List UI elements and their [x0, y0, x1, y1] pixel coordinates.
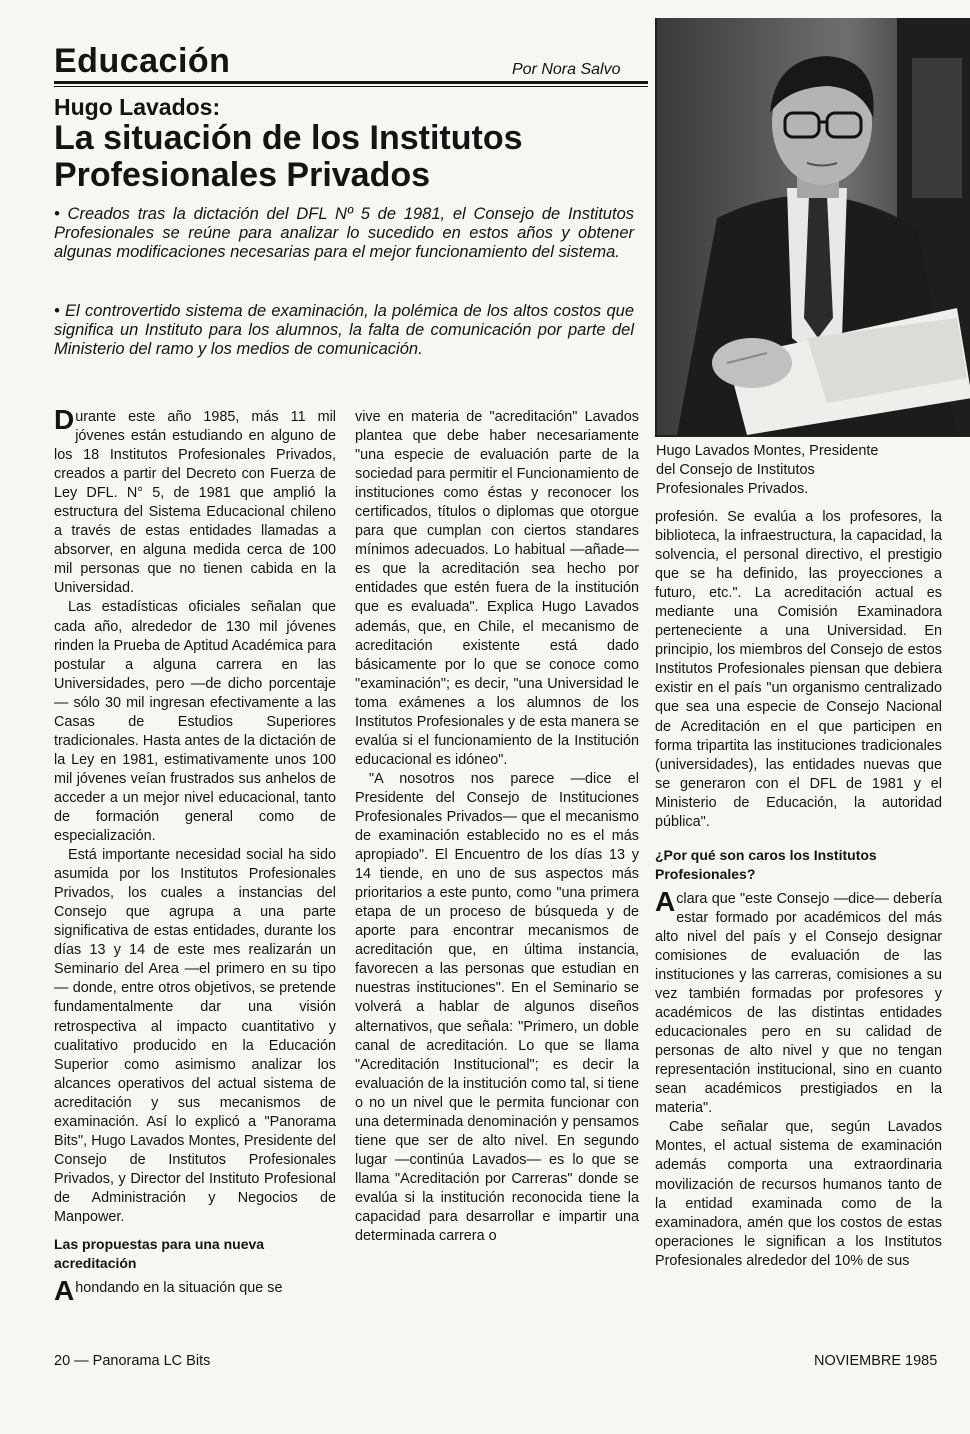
portrait-photo: [655, 18, 970, 437]
paragraph: Las estadísticas oficiales señalan que cada año, alrededor de 130 mil jóvenes rinden la Prueba de Aptitud Académica para postular a alguna carrera en las Universidades, pero —de dicho porcentaje— sólo 30 mil ingresan efectivamente a las Casas de Estudios Superiores tradicionales. Hasta antes de la dictación de la Ley en 1981, estimativamente unos 100 mil jóvenes veían frustrados sus anhelos de acceder a un mejor nivel educacional, tanto de formación general como de especialización.: [54, 599, 336, 845]
header-rule-thin: [54, 86, 648, 87]
drop-cap: A: [655, 885, 676, 917]
portrait-image: [657, 18, 970, 435]
paragraph: [54, 404, 336, 598]
paragraph-text: hondando en la situación que se: [75, 1280, 283, 1297]
paragraph: Está importante necesidad social ha sido asumida por los Institutos Profesionales Privados, los cuales a instancias del Consejo que agrupa a una parte significativa de estas entidades, durante los días 13 y 14 de este mes realizarán un Seminario del Area —el primero en su tipo— donde, entre otros objetivos, se pretende fundamentalmente dar una visión retrospectiva al impacto cuantitativo y cualitativo producido en la Educación Superior como asimismo analizar los alcances operativos del actual sistema de acreditación y sus mecanismos de examinación. Así lo explicó a "Panorama Bits", Hugo Lavados Montes, Presidente del Consejo de Institutos Profesionales Privados, y Director del Instituto Profesional de Administración y Negocios de Manpower.: [54, 847, 336, 1225]
lead-paragraph-2: • El controvertido sistema de examinación, la polémica de los altos costos que significa un Instituto para los alumnos, la falta de comunicación por parte del Ministerio del ramo y los medios de comunicación.: [54, 302, 634, 358]
drop-cap: A: [54, 1275, 75, 1307]
byline: Por Nora Salvo: [512, 61, 621, 78]
paragraph: [655, 885, 942, 1119]
drop-cap: D: [54, 404, 75, 435]
article-column-1: [54, 404, 336, 1307]
footer-page-number: 20 — Panorama LC Bits: [54, 1353, 211, 1369]
photo-caption: Hugo Lavados Montes, Presidente del Consejo de Institutos Profesionales Privados.: [656, 443, 879, 497]
footer-date: NOVIEMBRE 1985: [814, 1353, 938, 1369]
subheading: Las propuestas para una nueva acreditación: [54, 1236, 265, 1272]
article-column-2: [355, 408, 639, 1246]
paragraph: "A nosotros nos parece —dice el Presidente del Consejo de Instituciones Profesionales Privados— que el mecanismo de examinación establecido no es el más apropiado". El Encuentro de los días 13 y 14 tiende, en uno de sus aspectos más prioritarios a este punto, como "una primera etapa de un proceso de búsqueda y de aporte para encontrar mecanismos de acreditación que, en última instancia, favorecen a las personas que estudian en nuestras instituciones". En el Seminario se volverá a hablar de algunos diseños alternativos, que señala: "Primero, un doble canal de acreditación. Lo que se llama "Acreditación Institucional"; es decir la evaluación de la institución como tal, si tiene o no un nivel que le permita funcionar con una determinada denominación y pensamos tiene que ser de alto nivel. En segundo lugar —continúa Lavados— es lo que se llama "Acreditación por Carreras" donde se evalúa si la institución reconocida tiene la capacidad para desarrollar e impartir una determinada carrera o: [355, 770, 639, 1245]
paragraph: vive en materia de "acreditación" Lavados plantea que debe haber necesariamente "una especie de evaluación parte de la sociedad para permitir el Funcionamiento de instituciones como éstas y reconocer los certificados, títulos o diplomas que otorgue para que cumplan con ciertos standares mínimos adecuados. Lo habitual —añade— es que la acreditación sea hecho por entidades que estén fuera de la institución que es evaluada". Explica Hugo Lavados además, que, en Chile, el mecanismo de acreditación existente está dado básicamente por lo que se conoce como "examinación"; es decir, "una Universidad le toma exámenes a los alumnos de los Institutos Profesionales y de esta manera se evalúa si el funcionamiento de la Institución educacional es idóneo".: [355, 409, 639, 768]
header-rule: [54, 81, 648, 84]
article-column-3: [655, 508, 942, 1271]
kicker: Hugo Lavados:: [54, 94, 221, 120]
paragraph: profesión. Se evalúa a los profesores, la biblioteca, la infraestructura, la capacidad, la solvencia, el personal directivo, el prestigio que se ha definido, las proyecciones a futuro, etc.". La acreditación actual es mediante una Comisión Examinadora perteneciente a una Universidad. En principio, los miembros del Consejo de estos Institutos Profesionales piensan que debiera existir en el país "un organismo centralizado que sea una especie de Consejo Nacional de Acreditación en el que participen en forma tripartita las instituciones tradicionales (universidades), las entidades nuevas que se generaron con el DFL de 1981 y el Ministerio de Educación, la autoridad pública".: [655, 509, 942, 830]
paragraph-text: clara que "este Consejo —dice— debería estar formado por académicos del más alto nivel del país y el Consejo designar comisiones de evaluación de las instituciones y las carreras, comisiones a su vez también formadas por profesores y académicos de las distintas entidades educacionales pero en su calidad de personas de alto nivel y que no tengan representación institucional, sino en cuanto sean académicos prestigiados en la materia".: [655, 890, 942, 1117]
subheading: ¿Por qué son caros los Institutos Profesionales?: [655, 846, 877, 882]
paragraph-text: urante este año 1985, más 11 mil jóvenes están estudiando en alguno de los 18 Institutos Profesionales Privados, creados a partir del Decreto con Fuerza de Ley DFL. N° 5, de 1981 que amplió la estructura del Sistema Educacional chileno a través de estas entidades llamadas a absorver, en alguna medida cerca de 100 mil personas que no tienen cabida en la Universidad.: [54, 409, 336, 597]
paragraph: Cabe señalar que, según Lavados Montes, el actual sistema de examinación además comporta una extraordinaria movilización de recursos humanos tanto de la entidad examinada como de la examinadora, amén que los costos de estas operaciones le significan a los Institutos Profesionales alrededor del 10% de sus: [655, 1119, 942, 1269]
paragraph: [54, 1275, 336, 1307]
lead-paragraph-1: • Creados tras la dictación del DFL Nº 5 de 1981, el Consejo de Institutos Profesionales se reúne para analizar lo sucedido en estos años y obtener algunas modificaciones necesarias para el mejor funcionamiento del sistema.: [54, 205, 634, 261]
headline: La situación de los Institutos Profesionales Privados: [54, 119, 523, 194]
section-title: Educación: [54, 42, 231, 80]
